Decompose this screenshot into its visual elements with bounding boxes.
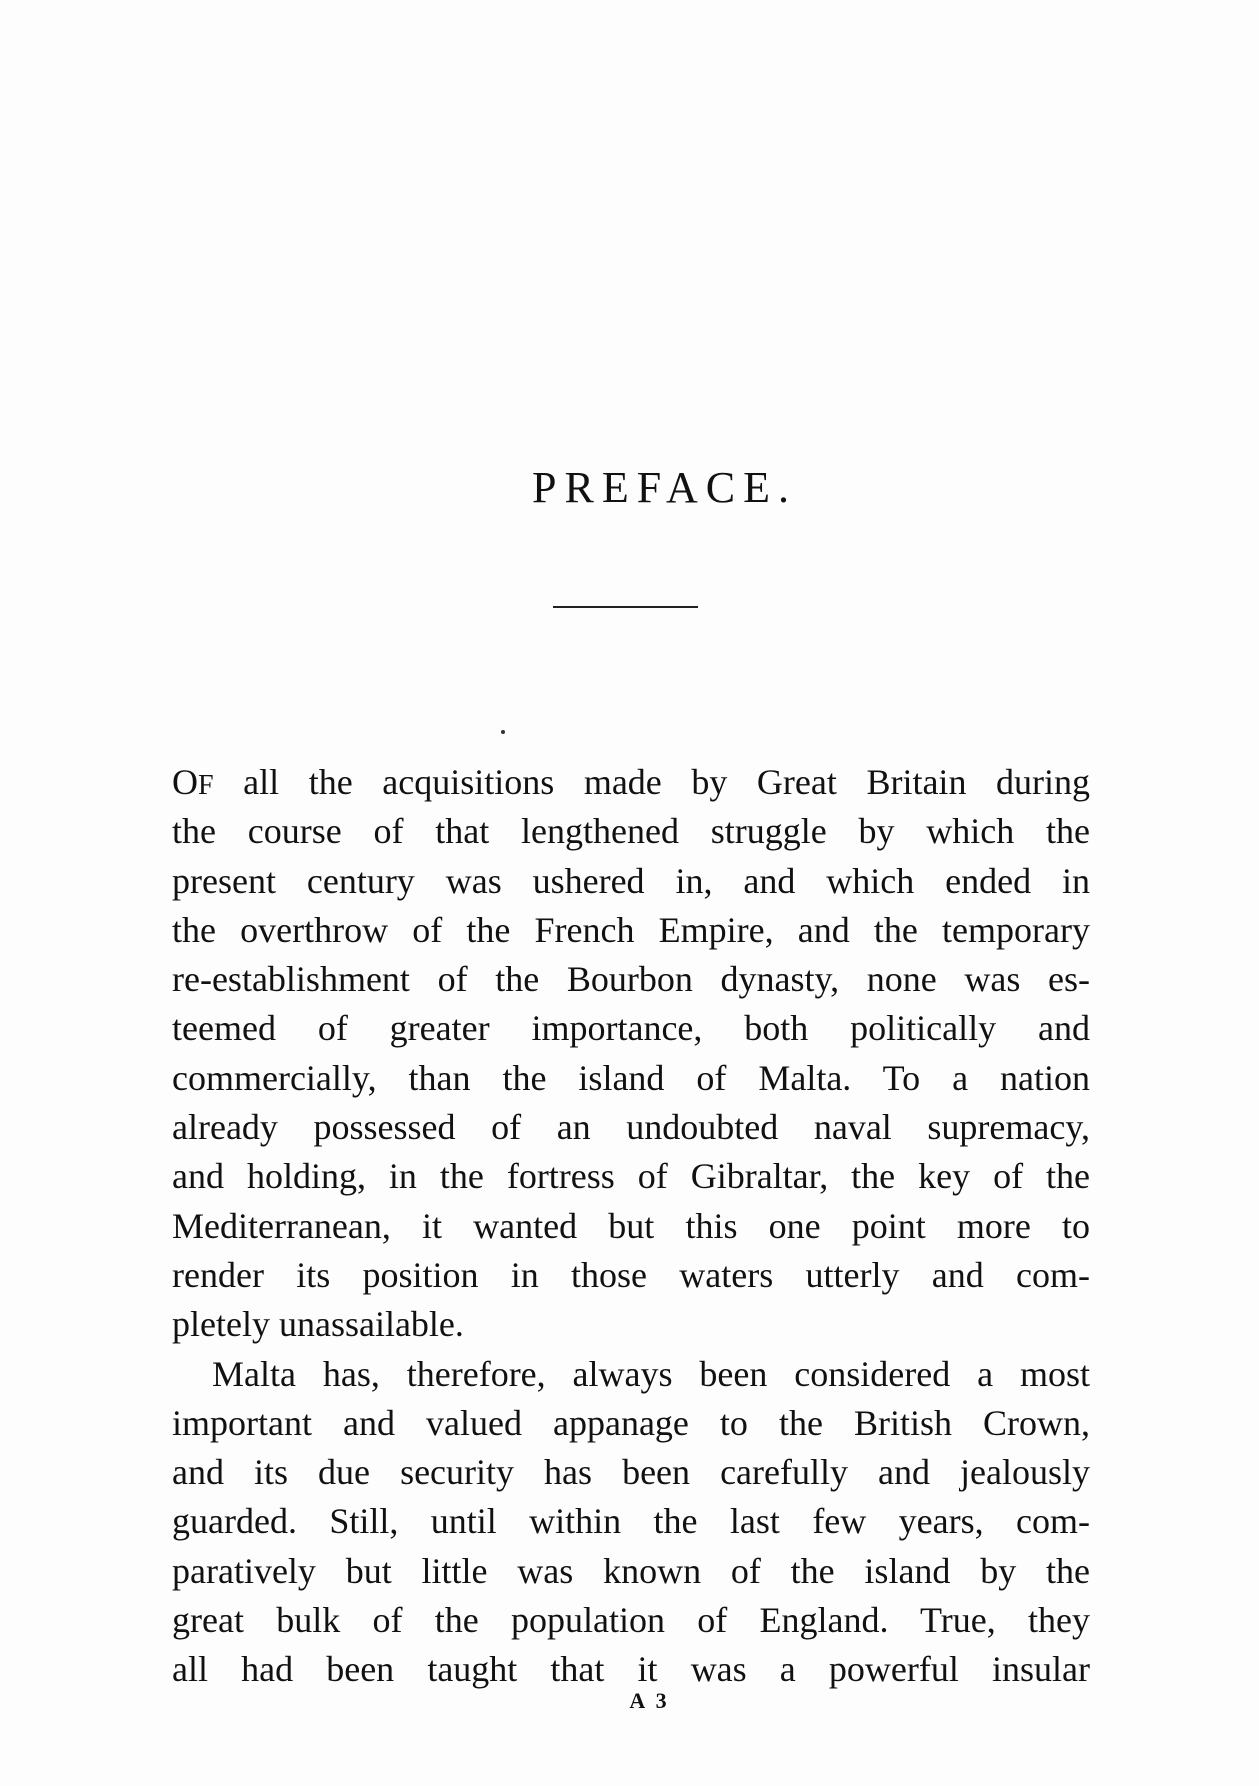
text-line: re-establishment of the Bourbon dynasty, none was es- — [172, 959, 1090, 1000]
text-line: and holding, in the fortress of Gibraltar, the key of the — [172, 1156, 1090, 1197]
preface-body — [172, 758, 1090, 1695]
dropcap-letter: O — [172, 762, 198, 802]
text-line: all had been taught that it was a powerful insular — [172, 1649, 1090, 1690]
text-line: present century was ushered in, and which ended in — [172, 860, 1090, 901]
line-1-text: all the acquisitions made by Great Britain during — [243, 762, 1091, 802]
text-line: important and valued appanage to the British Crown, — [172, 1402, 1090, 1443]
ink-speck — [501, 730, 505, 734]
text-line: guarded. Still, until within the last few years, com- — [172, 1501, 1090, 1542]
page-title: PREFACE. — [532, 463, 797, 512]
text-line: Malta has, therefore, always been considered a most — [212, 1353, 1090, 1394]
smallcap-letter: F — [198, 770, 214, 801]
text-line: the course of that lengthened struggle by which the — [172, 811, 1090, 852]
text-line: render its position in those waters utterly and com- — [172, 1254, 1090, 1295]
text-line: Mediterranean, it wanted but this one point more to — [172, 1205, 1090, 1246]
text-line: pletely unassailable. — [172, 1304, 464, 1345]
text-line: commercially, than the island of Malta. To a nation — [172, 1057, 1090, 1098]
text-line: teemed of greater importance, both politically and — [172, 1008, 1090, 1049]
text-line-1 — [172, 758, 1090, 807]
text-line: already possessed of an undoubted naval supremacy, — [172, 1107, 1090, 1148]
text-line: great bulk of the population of England. True, they — [172, 1600, 1090, 1641]
text-line: and its due security has been carefully and jealously — [172, 1452, 1090, 1493]
text-line: the overthrow of the French Empire, and the temporary — [172, 909, 1090, 950]
text-line: paratively but little was known of the island by the — [172, 1550, 1090, 1591]
signature-mark: A 3 — [629, 1688, 670, 1713]
title-rule-divider — [553, 606, 698, 608]
